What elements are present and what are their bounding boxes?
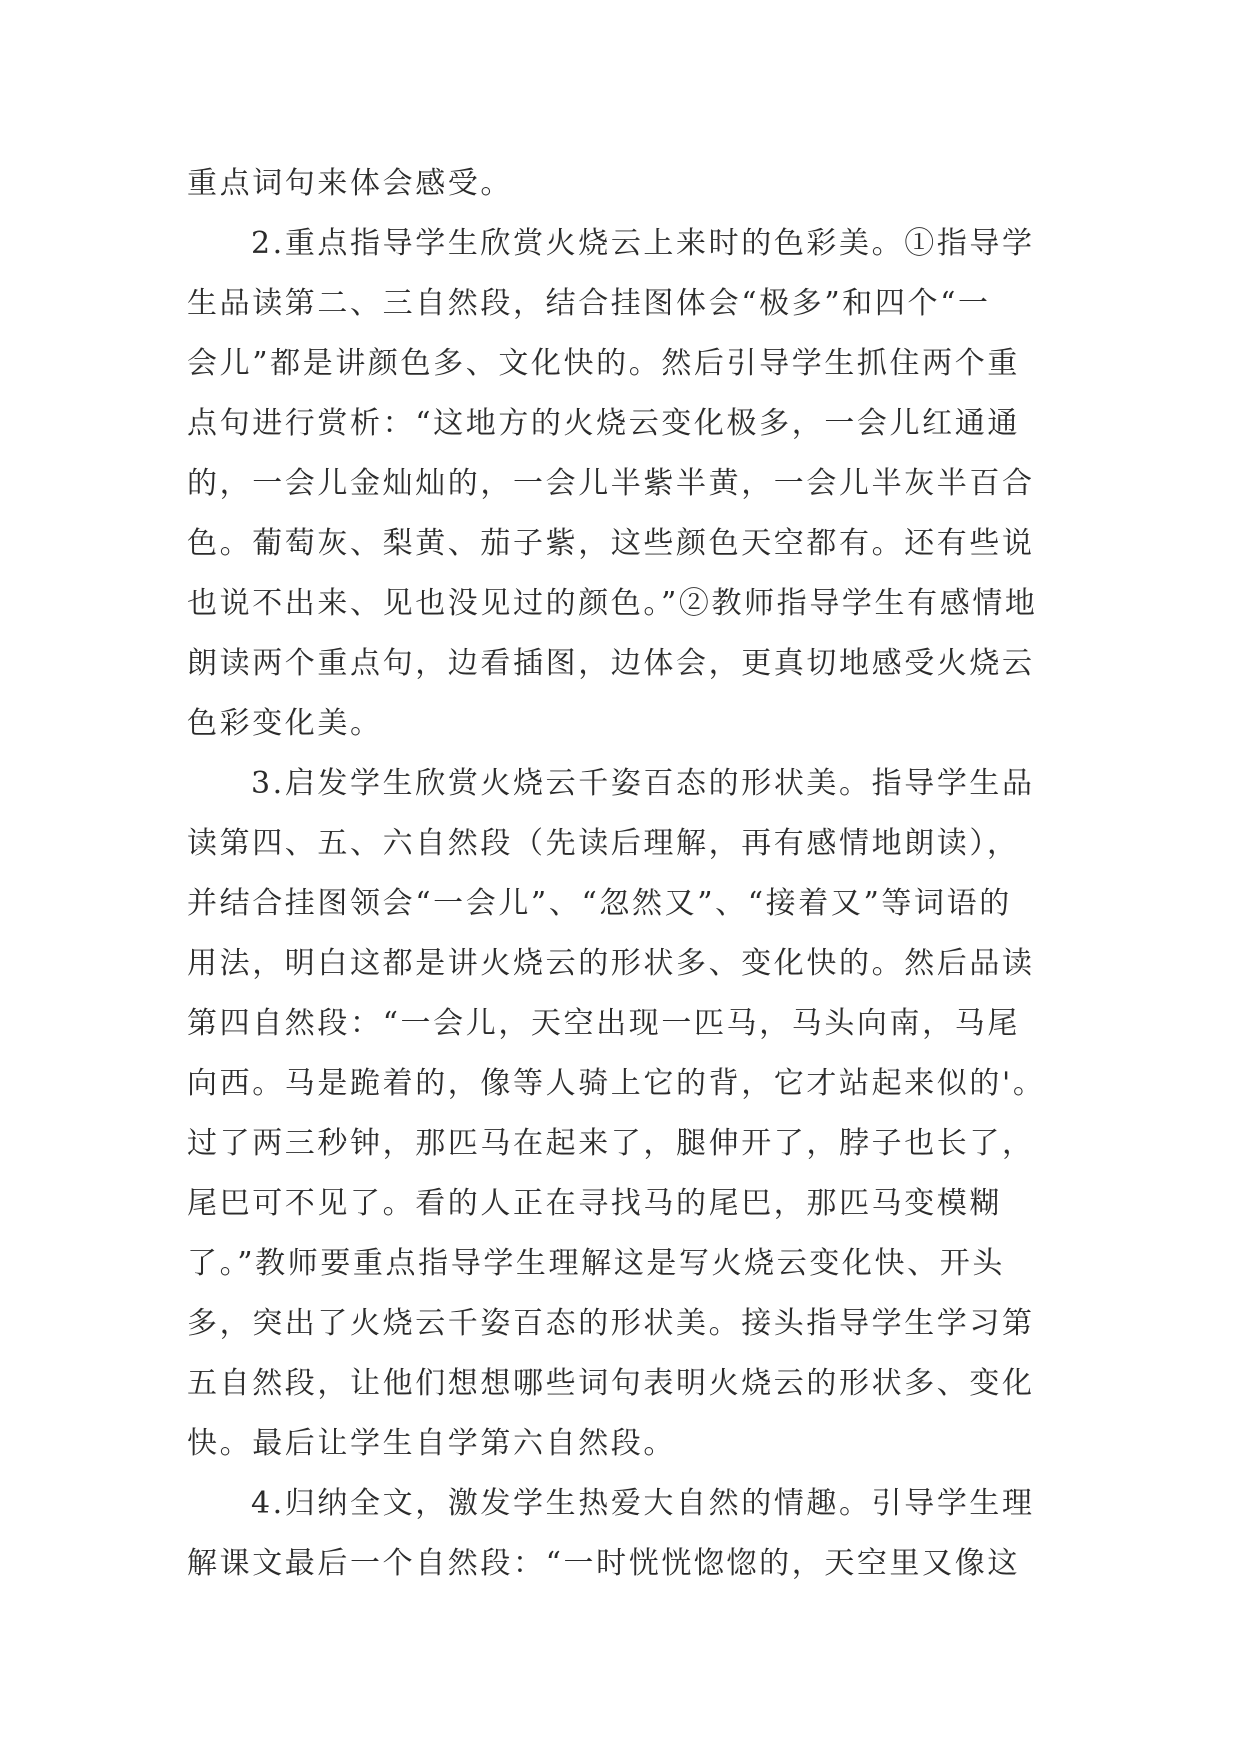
text-line: 点句进行赏析：“这地方的火烧云变化极多，一会儿红通通 bbox=[187, 406, 1020, 441]
text-line: 并结合挂图领会“一会儿”、“忽然又”、“接着又”等词语的 bbox=[187, 886, 1012, 921]
body-text bbox=[187, 154, 1057, 1594]
text-line: 用法，明白这都是讲火烧云的形状多、变化快的。然后品读 bbox=[187, 946, 1035, 981]
paragraph-start-line: 2.重点指导学生欣赏火烧云上来时的色彩美。①指导学 bbox=[251, 226, 1035, 261]
text-line: 第四自然段：“一会儿，天空出现一匹马，马头向南，马尾 bbox=[187, 1006, 1020, 1041]
text-line: 的，一会儿金灿灿的，一会儿半紫半黄，一会儿半灰半百合 bbox=[187, 466, 1035, 501]
text-line: 多，突出了火烧云千姿百态的形状美。接头指导学生学习第 bbox=[187, 1306, 1035, 1341]
text-line: 过了两三秒钟，那匹马在起来了，腿伸开了，脖子也长了， bbox=[187, 1126, 1035, 1161]
text-line: 尾巴可不见了。看的人正在寻找马的尾巴，那匹马变模糊 bbox=[187, 1186, 1002, 1221]
text-line: 了。”教师要重点指导学生理解这是写火烧云变化快、开头 bbox=[187, 1246, 1005, 1281]
text-line: 会儿”都是讲颜色多、文化快的。然后引导学生抓住两个重 bbox=[187, 346, 1020, 381]
text-line: 读第四、五、六自然段（先读后理解，再有感情地朗读）， bbox=[187, 826, 1020, 861]
text-line: 朗读两个重点句，边看插图，边体会，更真切地感受火烧云 bbox=[187, 646, 1035, 681]
text-line: 五自然段，让他们想想哪些词句表明火烧云的形状多、变化 bbox=[187, 1366, 1035, 1401]
text-line: 解课文最后一个自然段：“一时恍恍惚惚的，天空里又像这 bbox=[187, 1546, 1020, 1581]
text-line: 也说不出来、见也没见过的颜色。”②教师指导学生有感情地 bbox=[187, 586, 1038, 621]
text-line: 生品读第二、三自然段，结合挂图体会“极多”和四个“一 bbox=[187, 286, 991, 321]
text-line: 重点词句来体会感受。 bbox=[187, 166, 513, 201]
text-line: 色。葡萄灰、梨黄、茄子紫，这些颜色天空都有。还有些说 bbox=[187, 526, 1035, 561]
paragraph-start-line: 3.启发学生欣赏火烧云千姿百态的形状美。指导学生品 bbox=[251, 766, 1035, 801]
text-line: 向西。马是跪着的，像等人骑上它的背，它才站起来似的'。 bbox=[187, 1066, 1046, 1101]
paragraph-start-line: 4.归纳全文，激发学生热爱大自然的情趣。引导学生理 bbox=[251, 1486, 1035, 1521]
text-line: 色彩变化美。 bbox=[187, 706, 383, 741]
text-line: 快。最后让学生自学第六自然段。 bbox=[187, 1426, 676, 1461]
